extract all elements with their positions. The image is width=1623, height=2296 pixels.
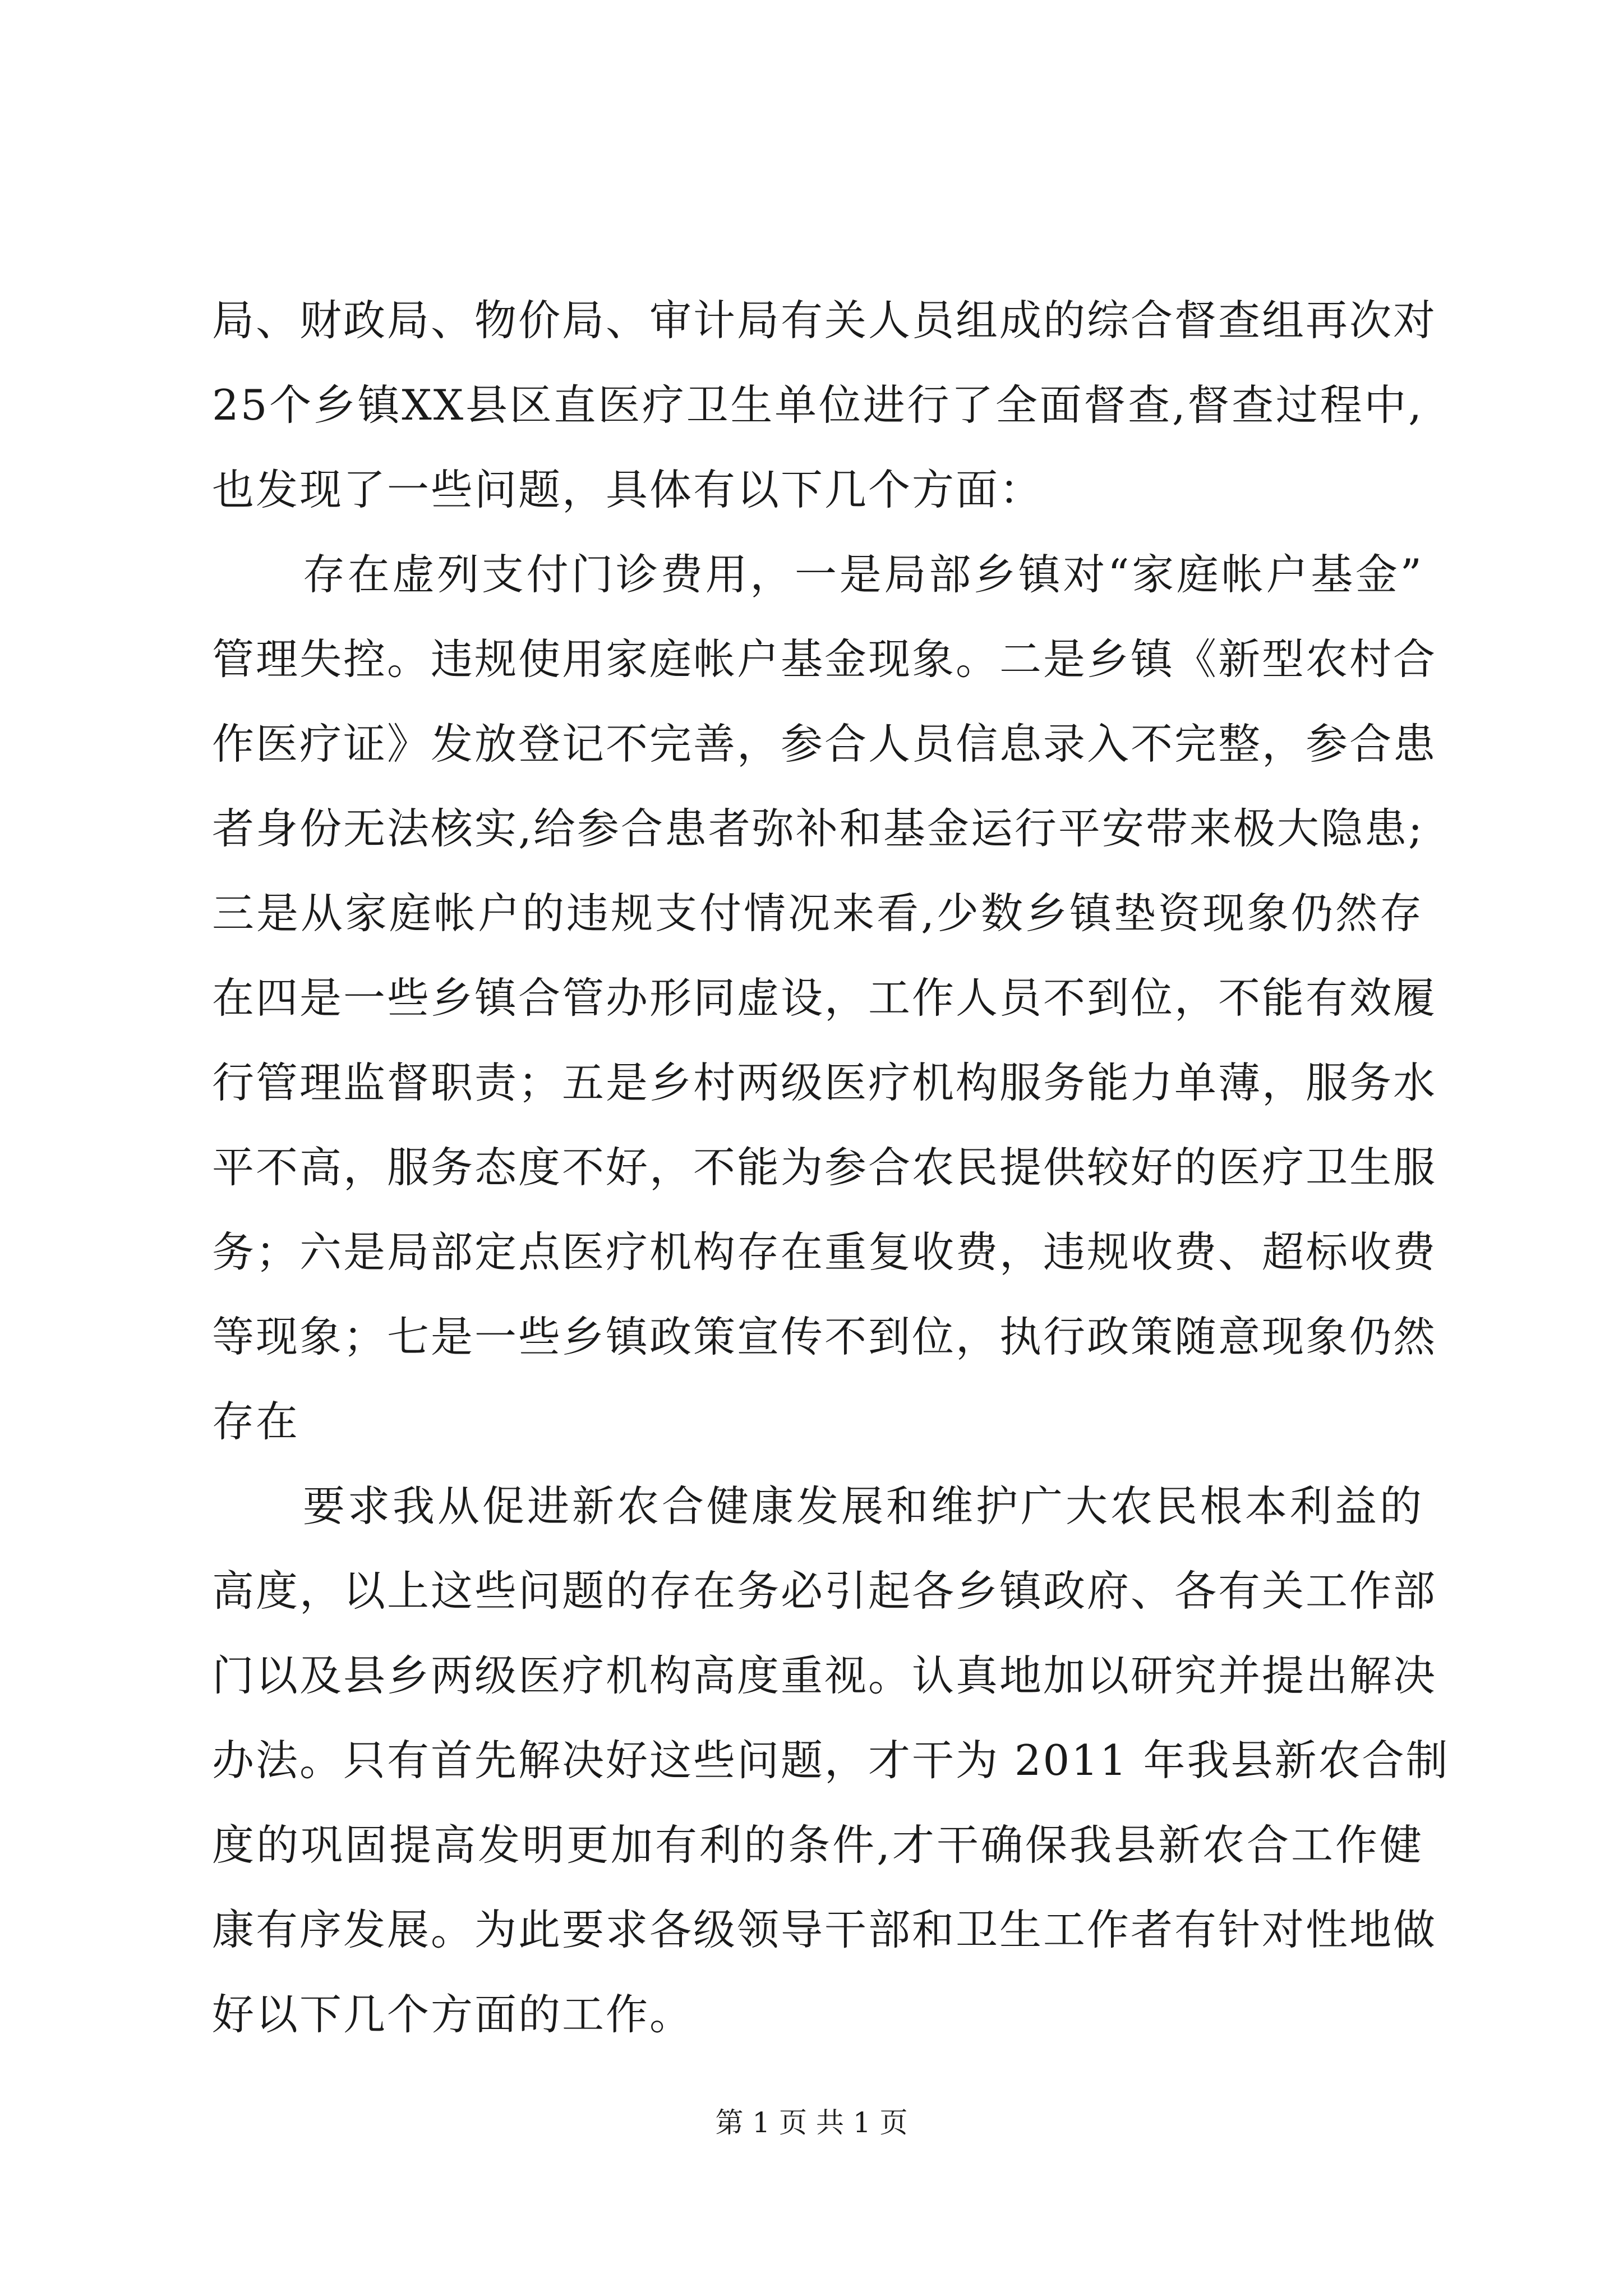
page-number-footer: 第 1 页 共 1 页 <box>715 2106 908 2139</box>
text-line: 康有序发展。为此要求各级领导干部和卫生工作者有针对性地做 <box>212 1905 1437 1954</box>
text-line: 平不高，服务态度不好，不能为参合农民提供较好的医疗卫生服 <box>212 1143 1437 1192</box>
text-line: 三是从家庭帐户的违规支付情况来看,少数乡镇垫资现象仍然存 <box>212 889 1423 938</box>
text-line: 在四是一些乡镇合管办形同虚设，工作人员不到位，不能有效履 <box>212 973 1437 1023</box>
text-line: 要求我从促进新农合健康发展和维护广大农民根本利益的 <box>303 1481 1423 1531</box>
document-body <box>212 296 1450 2078</box>
text-line: 作医疗证》发放登记不完善，参合人员信息录入不完整，参合患 <box>212 719 1437 769</box>
text-line: 存在 <box>212 1397 300 1446</box>
paragraph-2 <box>212 550 1437 1446</box>
text-line: 也发现了一些问题，具体有以下几个方面： <box>212 465 1044 514</box>
paragraph-1 <box>212 296 1437 514</box>
text-line: 度的巩固提高发明更加有利的条件,才干确保我县新农合工作健 <box>212 1820 1423 1870</box>
text-line: 行管理监督职责；五是乡村两级医疗机构服务能力单薄，服务水 <box>212 1058 1437 1107</box>
text-line: 25个乡镇XX县区直医疗卫生单位进行了全面督查,督查过程中, <box>212 380 1423 430</box>
text-line: 等现象；七是一些乡镇政策宣传不到位，执行政策随意现象仍然 <box>212 1312 1437 1361</box>
text-line: 好以下几个方面的工作。 <box>212 1990 694 2039</box>
text-line: 门以及县乡两级医疗机构高度重视。认真地加以研究并提出解决 <box>212 1651 1437 1700</box>
paragraph-3 <box>212 1481 1450 2039</box>
text-line: 管理失控。违规使用家庭帐户基金现象。二是乡镇《新型农村合 <box>212 634 1437 684</box>
text-line: 务；六是局部定点医疗机构存在重复收费，违规收费、超标收费 <box>212 1227 1437 1277</box>
text-line: 高度，以上这些问题的存在务必引起各乡镇政府、各有关工作部 <box>212 1566 1437 1616</box>
text-line: 局、财政局、物价局、审计局有关人员组成的综合督查组再次对 <box>212 296 1437 345</box>
text-line: 存在虚列支付门诊费用，一是局部乡镇对“家庭帐户基金” <box>303 550 1423 599</box>
text-line: 者身份无法核实,给参合患者弥补和基金运行平安带来极大隐患; <box>212 804 1424 853</box>
text-line: 办法。只有首先解决好这些问题，才干为 2011 年我县新农合制 <box>212 1736 1450 1785</box>
